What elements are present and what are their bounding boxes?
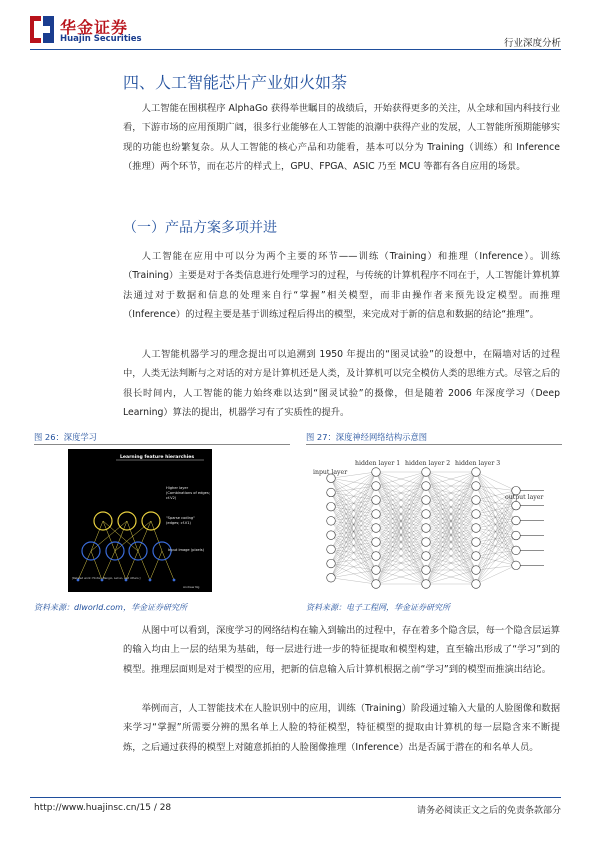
- network-node: [327, 573, 336, 582]
- layer-label-hidden-1: hidden layer 1: [355, 460, 401, 467]
- network-node: [327, 517, 336, 526]
- body-paragraph: 从图中可以看到，深度学习的网络结构在输入到输出的过程中，存在着多个隐含层，每一个隐含层运算的输入均由上一层的结果为基础，每一层进行进一步的特征提取和模型构建，直至输出形成了“学习”到的模型。推理层面则是对于模型的应用，把新的信息输入后计算机根据之前“学习”到的模型而推演出结论。: [123, 625, 560, 675]
- figure-source: 资料来源：dlworld.com，华金证券研究所: [34, 603, 187, 612]
- network-node: [372, 580, 381, 589]
- network-node: [327, 531, 336, 540]
- layer-label-hidden-2: hidden layer 2: [405, 460, 451, 467]
- network-node: [472, 482, 481, 491]
- network-node: [422, 580, 431, 589]
- network-node: [372, 510, 381, 519]
- network-node: [472, 566, 481, 575]
- network-node: [512, 501, 521, 510]
- network-node: [512, 516, 521, 525]
- network-node: [372, 538, 381, 547]
- network-node: [422, 510, 431, 519]
- body-paragraph: 举例而言，人工智能技术在人脸识别中的应用，训练（Training）阶段通过输入大量的人脸图像和数据来学习“掌握”所需要分辨的黑名单上人脸的特征模型，特征模型的提取由计算机的每一层隐含来不断提炼，之后通过获得的模型上对随意抓拍的人脸图像推理（Inference）出是否属于潜在的和名单人员。: [123, 703, 560, 753]
- logo-name-en: Huajin Securities: [60, 34, 142, 44]
- footer-disclaimer: 请务必阅读正文之后的免责条款部分: [416, 806, 561, 816]
- footer-divider: [30, 797, 561, 798]
- network-node: [422, 482, 431, 491]
- network-node: [327, 488, 336, 497]
- layer-label-hidden-3: hidden layer 3: [455, 460, 501, 467]
- figure-image-credit: Andrew Ng: [183, 585, 200, 589]
- section-title: 四、人工智能芯片产业如火如荼: [123, 73, 348, 92]
- network-node: [372, 496, 381, 505]
- network-node: [422, 496, 431, 505]
- neural-network-figure: [309, 456, 559, 596]
- network-node: [372, 524, 381, 533]
- network-node: [472, 552, 481, 561]
- figure-image-title: Learning feature hierarchies: [120, 455, 195, 460]
- layer-label-input: input layer: [313, 469, 348, 476]
- report-category: 行业深度分析: [503, 38, 561, 49]
- figure-image-label: (Combinations of edges;: [166, 491, 210, 495]
- figure-image-label: cf.V2): [166, 496, 177, 500]
- figure-divider: [306, 444, 562, 445]
- body-paragraph: 人工智能在应用中可以分为两个主要的环节——训练（Training）和推理（Inference）。训练（Training）主要是对于各类信息进行处理学习的过程，与传统的计算机程序不同在于，人工智能计算机算法通过对于数据和信息的处理来自行“掌握”相关模型，而非由操作者来预先设定模型。而推理（Inference）的过程主要是基于训练过程后得出的模型，来完成对于新的信息和数据的结论“推理”。: [123, 251, 560, 321]
- footer-url-page: http://www.huajinsc.cn/15 / 28: [34, 803, 172, 813]
- logo-icon: [30, 16, 54, 43]
- deep-learning-figure: [68, 449, 212, 592]
- figure-image-label: Input image (pixels): [168, 548, 204, 552]
- subsection-title: （一）产品方案多项并进: [123, 220, 277, 236]
- network-node: [422, 566, 431, 575]
- figure-source: 资料来源：电子工程网，华金证券研究所: [306, 603, 450, 612]
- network-node: [512, 561, 521, 570]
- network-node: [472, 580, 481, 589]
- figure-image-footnote: [Related work: Hinton, Bengio, LeCun, and others.]: [72, 576, 141, 580]
- network-node: [327, 545, 336, 554]
- network-node: [422, 468, 431, 477]
- network-node: [512, 531, 521, 540]
- intro-paragraph: 人工智能在围棋程序 AlphaGo 获得举世瞩目的战绩后，开始获得更多的关注，从全球和国内科技行业看，下游市场的应用预期广阔，很多行业能够在人工智能的浪潮中获得产业的发展，人工智能所预期能够实现的功能也纷繁复杂。从人工智能的核心产品和功能看，基本可以分为 Training（训练）和 Inference（推理）两个环节，而在芯片的样式上，GPU、FPGA、ASIC 乃至 MCU 等都有各自应用的场景。: [123, 103, 560, 173]
- header-divider: [30, 49, 561, 50]
- network-node: [372, 552, 381, 561]
- network-node: [372, 468, 381, 477]
- figure-caption: 图 26：深度学习: [34, 432, 97, 442]
- network-node: [372, 566, 381, 575]
- network-node: [422, 552, 431, 561]
- figure-divider: [34, 444, 290, 445]
- figure-caption: 图 27：深度神经网络结构示意图: [306, 432, 428, 442]
- network-node: [472, 510, 481, 519]
- figure-image-label: (edges; cf.V1): [166, 521, 191, 525]
- network-node: [327, 559, 336, 568]
- logo-name-cn: 华金证券: [60, 18, 129, 37]
- figure-image-label: "Sparse coding": [166, 516, 195, 520]
- network-node: [472, 468, 481, 477]
- layer-label-output: output layer: [505, 494, 544, 501]
- body-paragraph: 人工智能机器学习的理念提出可以追溯到 1950 年提出的“图灵试验”的设想中，在隔墙对话的过程中，人类无法判断与之对话的对方是计算机还是人类，及计算机可以完全模仿人类的思维方式。尽管之后的很长时间内，人工智能的能力始终难以达到“图灵试验”的摄像，但是随着 2006 年深度学习（Deep Learning）算法的提出，机器学习有了实质性的提升。: [123, 349, 560, 419]
- network-node: [472, 538, 481, 547]
- network-node: [327, 502, 336, 511]
- network-node: [472, 496, 481, 505]
- network-node: [422, 524, 431, 533]
- network-node: [472, 524, 481, 533]
- network-node: [372, 482, 381, 491]
- network-node: [512, 546, 521, 555]
- figure-image-label: Higher layer: [166, 486, 189, 490]
- network-node: [422, 538, 431, 547]
